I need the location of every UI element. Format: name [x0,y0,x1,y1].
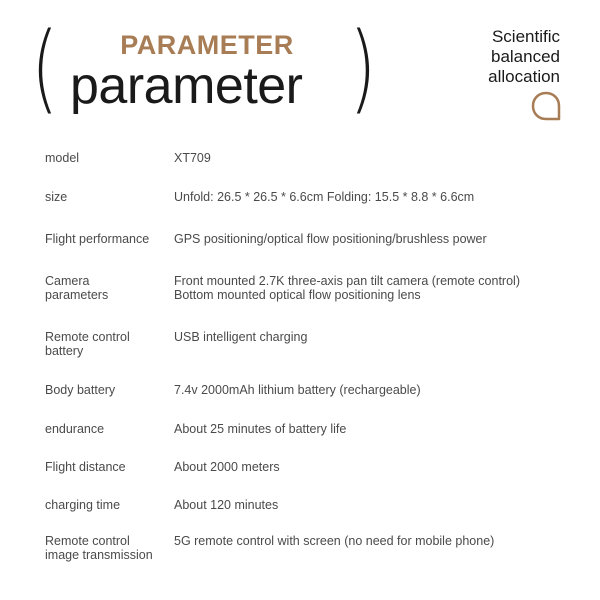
page-title: parameter [70,57,303,115]
spec-label: charging time [45,498,121,512]
spec-label: Camera parameters [45,274,109,302]
close-parenthesis: ) [349,12,377,124]
spec-label: size [45,190,68,204]
title-upper: PARAMETER [120,30,294,60]
speech-bubble-icon [530,90,564,124]
spec-value: About 120 minutes [174,498,279,512]
tagline-line: balanced [490,47,560,66]
spec-label: Remote control battery [45,330,130,358]
spec-value: Front mounted 2.7K three-axis pan tilt camera (remote control) Bottom mounted optical flow positioning lens [174,274,520,302]
tagline [488,27,560,87]
spec-value: XT709 [174,151,211,165]
spec-label: Flight performance [45,232,150,246]
tagline-line: allocation [488,67,560,86]
spec-value: 5G remote control with screen (no need for mobile phone) [174,534,495,548]
spec-value: About 2000 meters [174,460,280,474]
spec-value: 7.4v 2000mAh lithium battery (rechargeable) [174,383,421,397]
spec-label: Remote control image transmission [45,534,153,562]
spec-label: Body battery [45,383,116,397]
open-parenthesis: ( [31,12,59,124]
spec-value: GPS positioning/optical flow positioning/brushless power [174,232,487,246]
spec-value: USB intelligent charging [174,330,308,344]
spec-value: Unfold: 26.5 * 26.5 * 6.6cm Folding: 15.5 * 8.8 * 6.6cm [174,190,475,204]
tagline-line: Scientific [491,27,560,46]
spec-label: Flight distance [45,460,126,474]
spec-label: endurance [45,422,105,436]
spec-value: About 25 minutes of battery life [174,422,347,436]
spec-label: model [45,151,80,165]
